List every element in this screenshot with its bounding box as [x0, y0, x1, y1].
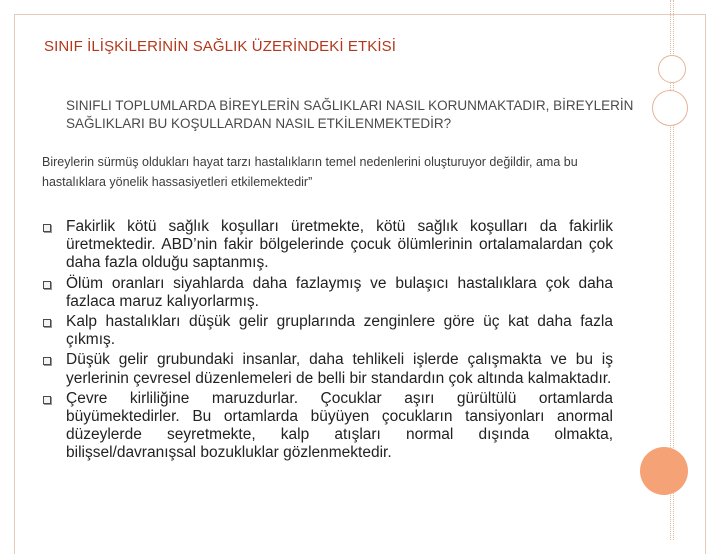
checkbox-bullet-icon [43, 357, 51, 365]
bullet-item [60, 351, 613, 387]
decorative-circle [658, 55, 686, 83]
bullet-text: Düşük gelir grubundaki insanlar, daha tehlikeli işlerde çalışmakta ve bu iş yerlerinin çevresel düzenlemeleri de belli bir standardın çok altında kalmaktadır. [66, 351, 613, 387]
bullet-text: Kalp hastalıkları düşük gelir gruplarında zenginlere göre üç kat daha fazla çıkmış. [66, 313, 613, 349]
decorative-accent-circle [640, 447, 688, 495]
bullet-item [60, 218, 613, 273]
checkbox-bullet-icon [43, 319, 51, 327]
bullet-item [60, 313, 613, 349]
slide-subtitle: SINIFLI TOPLUMLARDA BİREYLERİN SAĞLIKLARI NASIL KORUNMAKTADIR, BİREYLERİN SAĞLIKLARI BU KOŞULLARDAN NASIL ETKİLENMEKTEDİR? [66, 98, 634, 131]
checkbox-bullet-icon [43, 224, 51, 232]
checkbox-bullet-icon [43, 396, 51, 404]
bullet-item [60, 390, 613, 463]
bullet-text: Fakirlik kötü sağlık koşulları üretmekte, kötü sağlık koşulları da fakirlik üretmektedir. ABD’nin fakir bölgelerinde çocuk ölümlerinin ortalamalardan çok daha fazla olduğu saptanmış. [66, 218, 613, 272]
checkbox-bullet-icon [43, 281, 51, 289]
bullet-list [60, 218, 613, 465]
slide-title: SINIF İLİŞKİLERİNİN SAĞLIK ÜZERİNDEKİ ETKİSİ [44, 38, 396, 55]
bullet-text: Ölüm oranları siyahlarda daha fazlaymış ve bulaşıcı hastalıklara çok daha fazlaca maruz kalıyorlarmış. [66, 274, 613, 310]
quote-text: Bireylerin sürmüş oldukları hayat tarzı hastalıkların temel nedenlerini oluşturuyor değildir, ama bu hastalıklara yönelik hassasiyetleri etkilemektedir” [42, 155, 578, 189]
decorative-circle [652, 90, 688, 126]
bullet-item [60, 275, 613, 311]
bullet-text: Çevre kirliliğine maruzdurlar. Çocuklar aşırı gürültülü ortamlarda büyümektedirler. Bu ortamlarda büyüyen çocukların tansiyonları anormal düzeylerde seyretmekte, kalp atışları normal dışında olmakta, bilişsel/davranışsal bozukluklar gözlenmektedir. [66, 389, 613, 462]
